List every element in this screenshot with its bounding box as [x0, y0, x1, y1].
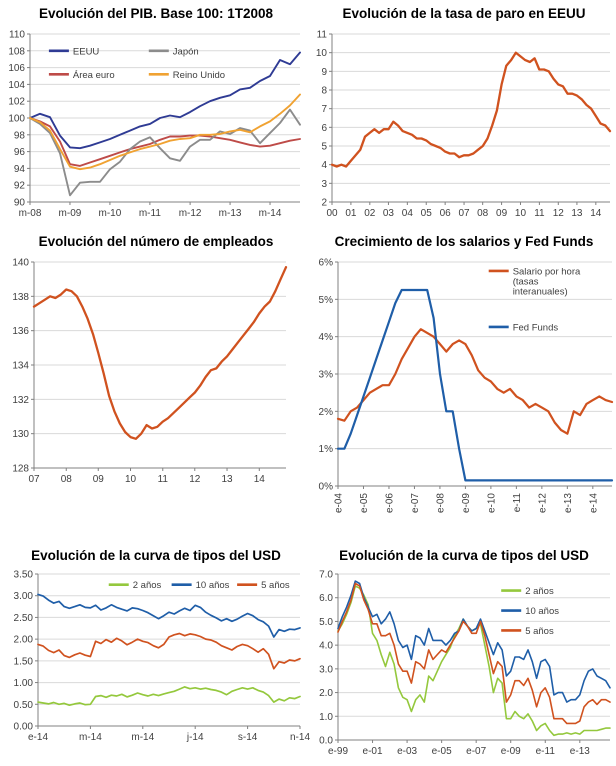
- svg-text:04: 04: [401, 208, 413, 219]
- svg-text:100: 100: [8, 113, 25, 125]
- usd-yield-curve-history-chart-title: Evolución de la curva de tipos del USD: [339, 548, 589, 563]
- svg-text:m-14: m-14: [131, 732, 155, 743]
- svg-text:(tasas: (tasas: [512, 276, 539, 288]
- svg-text:10: 10: [124, 474, 137, 485]
- svg-text:e-07: e-07: [409, 493, 421, 514]
- svg-text:6.0: 6.0: [319, 593, 333, 605]
- svg-text:07: 07: [458, 208, 470, 219]
- svg-text:10 años: 10 años: [525, 606, 560, 618]
- svg-text:13: 13: [221, 474, 233, 485]
- svg-text:Área euro: Área euro: [72, 69, 115, 81]
- unemployment-chart-panel: [310, 4, 616, 224]
- svg-text:e-09: e-09: [460, 493, 472, 514]
- svg-text:3%: 3%: [318, 369, 333, 381]
- svg-text:132: 132: [12, 394, 29, 406]
- svg-text:128: 128: [12, 463, 29, 475]
- svg-text:01: 01: [345, 208, 357, 219]
- svg-text:102: 102: [8, 96, 25, 108]
- svg-text:11: 11: [316, 29, 327, 41]
- svg-text:6: 6: [321, 122, 327, 134]
- svg-text:4%: 4%: [318, 332, 333, 344]
- svg-text:interanuales): interanuales): [512, 286, 568, 298]
- svg-text:7.0: 7.0: [319, 569, 333, 581]
- unemployment-chart-canvas: [310, 26, 616, 224]
- svg-text:10 años: 10 años: [195, 580, 230, 592]
- svg-text:10: 10: [315, 48, 327, 60]
- svg-text:0.00: 0.00: [13, 721, 33, 733]
- svg-text:134: 134: [12, 360, 29, 372]
- svg-text:m-09: m-09: [58, 208, 82, 219]
- gdp-chart-panel: [2, 4, 310, 224]
- svg-text:2: 2: [321, 197, 327, 209]
- svg-text:5 años: 5 años: [525, 625, 554, 637]
- svg-text:m-10: m-10: [98, 208, 122, 219]
- svg-text:e-12: e-12: [537, 493, 549, 514]
- svg-text:Fed Funds: Fed Funds: [512, 322, 559, 334]
- svg-text:106: 106: [8, 63, 25, 75]
- svg-text:EEUU: EEUU: [72, 46, 100, 58]
- svg-text:2.0: 2.0: [319, 688, 333, 700]
- svg-text:13: 13: [571, 208, 583, 219]
- svg-text:2%: 2%: [318, 406, 333, 418]
- svg-text:12: 12: [552, 208, 564, 219]
- svg-text:m-14: m-14: [79, 732, 102, 743]
- usd-yield-curve-2014-chart-title: Evolución de la curva de tipos del USD: [31, 548, 281, 563]
- usd-yield-curve-history-chart-canvas: [310, 568, 616, 764]
- svg-text:1.00: 1.00: [13, 678, 33, 690]
- svg-text:12: 12: [189, 474, 201, 485]
- svg-text:06: 06: [439, 208, 451, 219]
- svg-text:e-09: e-09: [500, 746, 521, 757]
- svg-text:130: 130: [12, 429, 29, 441]
- svg-text:m-14: m-14: [258, 208, 282, 219]
- svg-text:1.0: 1.0: [319, 711, 333, 723]
- svg-text:14: 14: [253, 474, 265, 485]
- svg-text:138: 138: [12, 291, 29, 303]
- svg-text:m-11: m-11: [138, 208, 161, 219]
- svg-text:00: 00: [326, 208, 338, 219]
- unemployment-chart-title: Evolución de la tasa de paro en EEUU: [342, 6, 586, 21]
- svg-text:92: 92: [13, 180, 25, 192]
- svg-text:s-14: s-14: [237, 732, 258, 743]
- svg-text:5.0: 5.0: [319, 616, 333, 628]
- svg-text:Salario por hora: Salario por hora: [512, 266, 581, 278]
- svg-text:0.50: 0.50: [13, 699, 33, 711]
- gdp-chart-canvas: [2, 26, 310, 224]
- svg-text:m-08: m-08: [18, 208, 42, 219]
- usd-yield-curve-history-chart-panel: [310, 546, 616, 764]
- svg-text:1.50: 1.50: [13, 656, 33, 668]
- svg-text:08: 08: [477, 208, 489, 219]
- svg-text:e-11: e-11: [535, 746, 555, 757]
- svg-text:07: 07: [28, 474, 40, 485]
- svg-text:03: 03: [382, 208, 394, 219]
- svg-text:Reino Unido: Reino Unido: [172, 69, 226, 81]
- svg-text:e-07: e-07: [466, 746, 487, 757]
- svg-text:14: 14: [590, 208, 602, 219]
- svg-text:10: 10: [514, 208, 527, 219]
- svg-text:7: 7: [321, 104, 327, 116]
- svg-text:0.0: 0.0: [319, 735, 333, 747]
- svg-text:5%: 5%: [318, 294, 333, 306]
- svg-text:3.50: 3.50: [13, 569, 33, 581]
- svg-text:11: 11: [534, 208, 545, 219]
- employment-chart-title: Evolución del número de empleados: [38, 234, 274, 249]
- svg-text:e-13: e-13: [569, 746, 590, 757]
- svg-text:104: 104: [8, 79, 25, 91]
- svg-text:e-08: e-08: [435, 493, 447, 514]
- svg-text:e-11: e-11: [511, 493, 523, 513]
- svg-text:110: 110: [9, 29, 25, 41]
- svg-text:9: 9: [321, 66, 327, 78]
- svg-text:m-13: m-13: [218, 208, 242, 219]
- svg-text:2 años: 2 años: [525, 586, 554, 598]
- svg-text:e-06: e-06: [384, 493, 396, 514]
- svg-text:3.00: 3.00: [13, 591, 33, 603]
- svg-text:e-03: e-03: [397, 746, 418, 757]
- svg-text:96: 96: [13, 147, 25, 159]
- svg-text:e-14: e-14: [588, 493, 600, 514]
- svg-text:11: 11: [157, 474, 168, 485]
- svg-text:e-13: e-13: [562, 493, 574, 514]
- wages-fedfunds-chart-canvas: [310, 254, 616, 542]
- svg-text:1%: 1%: [318, 444, 333, 456]
- svg-text:m-12: m-12: [178, 208, 202, 219]
- employment-chart-canvas: [2, 254, 310, 494]
- svg-text:94: 94: [13, 163, 25, 175]
- svg-text:e-10: e-10: [486, 493, 498, 514]
- gdp-chart-title: Evolución del PIB. Base 100: 1T2008: [38, 6, 274, 21]
- svg-text:n-14: n-14: [289, 732, 310, 743]
- svg-text:2 años: 2 años: [132, 580, 162, 592]
- svg-text:e-01: e-01: [362, 746, 383, 757]
- svg-text:140: 140: [12, 257, 29, 269]
- svg-text:e-99: e-99: [327, 746, 349, 757]
- svg-text:j-14: j-14: [186, 732, 204, 743]
- svg-text:4.0: 4.0: [319, 640, 333, 652]
- svg-text:6%: 6%: [318, 257, 333, 269]
- svg-text:05: 05: [420, 208, 432, 219]
- wages-fedfunds-chart-panel: [310, 232, 616, 542]
- svg-text:90: 90: [13, 197, 25, 209]
- usd-yield-curve-2014-chart-canvas: [2, 568, 310, 750]
- svg-text:3.0: 3.0: [319, 664, 333, 676]
- svg-text:108: 108: [8, 46, 25, 58]
- svg-text:4: 4: [321, 160, 327, 172]
- svg-text:e-14: e-14: [27, 732, 49, 743]
- svg-text:136: 136: [12, 326, 29, 338]
- usd-yield-curve-2014-chart-panel: [2, 546, 310, 750]
- svg-text:02: 02: [364, 208, 376, 219]
- svg-text:98: 98: [13, 130, 25, 142]
- svg-text:09: 09: [92, 474, 104, 485]
- svg-text:2.50: 2.50: [13, 612, 33, 624]
- svg-text:0%: 0%: [318, 481, 333, 493]
- svg-text:Japón: Japón: [172, 46, 199, 58]
- svg-text:e-04: e-04: [333, 493, 345, 514]
- svg-text:5: 5: [321, 141, 327, 153]
- svg-text:8: 8: [321, 85, 327, 97]
- wages-fedfunds-chart-title: Crecimiento de los salarios y Fed Funds: [334, 234, 594, 249]
- svg-text:5 años: 5 años: [261, 580, 290, 592]
- svg-text:09: 09: [496, 208, 508, 219]
- svg-text:e-05: e-05: [358, 493, 370, 514]
- svg-text:3: 3: [321, 178, 327, 190]
- svg-text:08: 08: [60, 474, 72, 485]
- svg-text:2.00: 2.00: [13, 634, 33, 646]
- employment-chart-panel: [2, 232, 310, 494]
- svg-text:e-05: e-05: [431, 746, 452, 757]
